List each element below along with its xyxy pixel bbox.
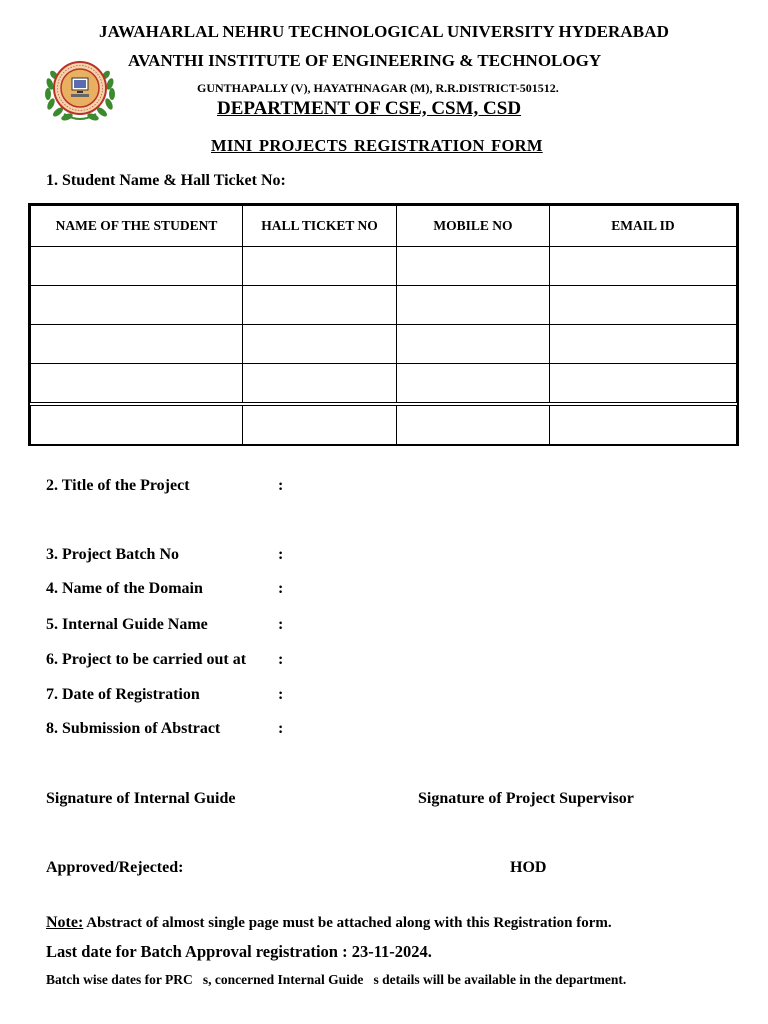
cell-student-name[interactable] [31,364,243,405]
field-colon: : [278,580,284,597]
cell-email[interactable] [550,364,737,405]
cell-student-name[interactable] [31,325,243,364]
signature-project-supervisor: Signature of Project Supervisor [418,790,634,807]
field-label-carried-out-at: 6. Project to be carried out at [46,651,247,668]
col-header-email: EMAIL ID [550,206,737,247]
col-header-hall-ticket: HALL TICKET NO [243,206,397,247]
note-label: Note: [46,914,84,931]
cell-hall-ticket[interactable] [243,247,397,286]
form-title: MINI PROJECTS REGISTRATION FORM [211,136,543,155]
field-colon: : [278,686,284,703]
signature-internal-guide: Signature of Internal Guide [46,790,236,807]
cell-hall-ticket[interactable] [243,286,397,325]
last-date-line: Last date for Batch Approval registration : 23-11-2024. [46,942,432,961]
field-colon: : [278,720,284,737]
cell-email[interactable] [550,247,737,286]
field-label-abstract-submission: 8. Submission of Abstract [46,720,221,737]
field-label-project-title: 2. Title of the Project [46,477,190,494]
cell-mobile[interactable] [397,247,550,286]
approved-rejected-label: Approved/Rejected: [46,859,184,876]
college-emblem-icon [42,54,118,126]
cell-email[interactable] [550,325,737,364]
institute-name: AVANTHI INSTITUTE OF ENGINEERING & TECHNOLOGY [128,51,602,70]
batch-info-line: Batch wise dates for PRC s, concerned Internal Guide s details will be available in the department. [46,972,627,987]
cell-mobile[interactable] [397,404,550,445]
university-name: JAWAHARLAL NEHRU TECHNOLOGICAL UNIVERSITY HYDERABAD [99,22,669,41]
field-colon: : [278,616,284,633]
cell-email[interactable] [550,404,737,445]
field-colon: : [278,651,284,668]
cell-email[interactable] [550,286,737,325]
table-row [31,404,737,445]
table-row [31,364,737,405]
cell-mobile[interactable] [397,364,550,405]
col-header-student-name: NAME OF THE STUDENT [31,206,243,247]
note-line [46,914,612,932]
col-header-mobile: MOBILE NO [397,206,550,247]
cell-mobile[interactable] [397,286,550,325]
cell-student-name[interactable] [31,247,243,286]
table-header-row [31,206,737,247]
table-row [31,247,737,286]
field-label-registration-date: 7. Date of Registration [46,686,200,703]
cell-student-name[interactable] [31,404,243,445]
field-label-internal-guide: 5. Internal Guide Name [46,616,208,633]
field-colon: : [278,546,284,563]
cell-hall-ticket[interactable] [243,325,397,364]
cell-hall-ticket[interactable] [243,404,397,445]
department-title: DEPARTMENT OF CSE, CSM, CSD [217,98,522,119]
note-text: Abstract of almost single page must be attached along with this Registration form. [83,915,612,931]
cell-student-name[interactable] [31,286,243,325]
field-colon: : [278,477,284,494]
table-row [31,325,737,364]
table-row [31,286,737,325]
student-table [28,203,739,446]
hod-label: HOD [510,859,547,876]
institute-address: GUNTHAPALLY (V), HAYATHNAGAR (M), R.R.DISTRICT-501512. [197,81,559,95]
field-label-batch-no: 3. Project Batch No [46,546,179,563]
cell-hall-ticket[interactable] [243,364,397,405]
section-student-details-label: 1. Student Name & Hall Ticket No: [46,172,286,189]
field-label-domain: 4. Name of the Domain [46,580,203,597]
cell-mobile[interactable] [397,325,550,364]
